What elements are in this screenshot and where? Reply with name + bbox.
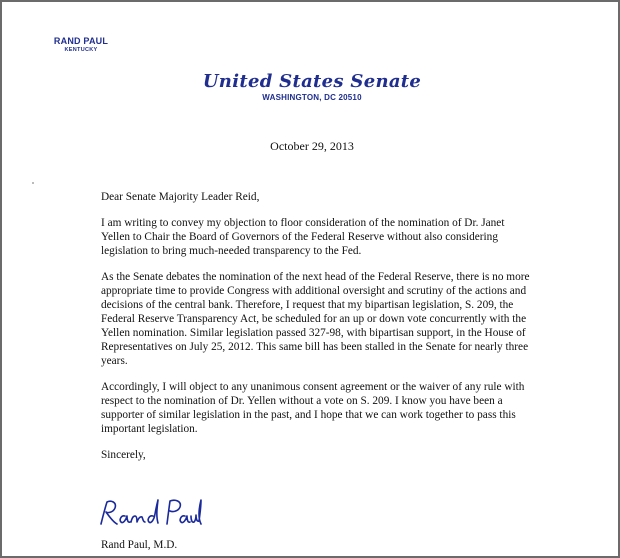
signer-name: Rand Paul, M.D.	[101, 539, 178, 551]
paragraph-1: I am writing to convey my objection to floor consideration of the nomination of Dr. Janet Yellen to Chair the Board of Governors of the Federal Reserve without also considering legislation to bring much-needed transparency to the Fed.	[101, 217, 505, 257]
handwritten-signature	[95, 494, 205, 534]
sender-block	[46, 36, 116, 54]
closing: Sincerely,	[101, 449, 146, 461]
sender-state: KENTUCKY	[64, 47, 98, 53]
sender-name: RAND PAUL	[53, 36, 109, 46]
letter-body	[101, 190, 531, 462]
letterhead	[192, 72, 432, 103]
salutation: Dear Senate Majority Leader Reid,	[101, 191, 260, 203]
letterhead-city: WASHINGTON, DC 20510	[262, 93, 362, 102]
scan-speck	[32, 182, 34, 184]
paragraph-3: Accordingly, I will object to any unanimous consent agreement or the waiver of any rule with respect to the nomination of Dr. Yellen without a vote on S. 209. I know you have been a supporter of similar legislation in the past, and I hope that we can work together to pass this important legislation.	[101, 381, 525, 435]
letter-date: October 29, 2013	[270, 139, 354, 153]
paragraph-2: As the Senate debates the nomination of the next head of the Federal Reserve, there is no more appropriate time to provide Congress with additional oversight and scrutiny of the actions and decisions of the central bank. Therefore, I request that my bipartisan legislation, S. 209, the Federal Reserve Transparency Act, be scheduled for an up or down vote concurrently with the Yellen nomination. Similar legislation passed 327-98, with bipartisan support, in the House of Representatives on July 25, 2012. This same bill has been stalled in the Senate for nearly three years.	[101, 271, 530, 367]
letterhead-title: United States Senate	[202, 71, 422, 92]
